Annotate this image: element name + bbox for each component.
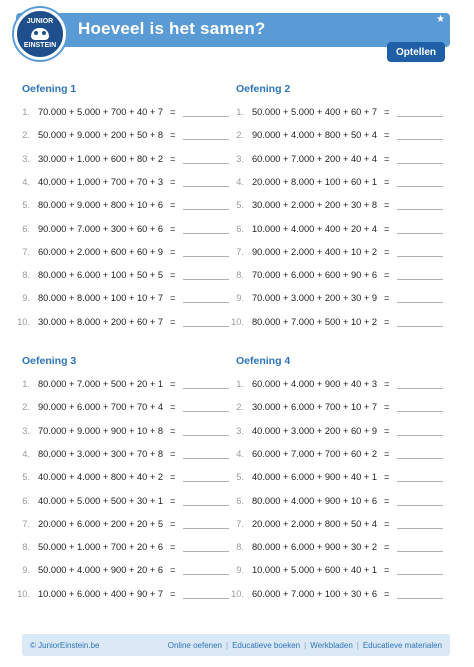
answer-line[interactable] [397,256,443,257]
exercise-expression: 10.000 + 4.000 + 400 + 20 + 4 [252,223,378,234]
logo-text-top: JUNIOR [26,18,54,25]
exercise-number: 1. [22,107,30,117]
answer-line[interactable] [183,435,229,436]
answer-line[interactable] [183,233,229,234]
exercise-row [224,268,436,282]
answer-line[interactable] [183,163,229,164]
equals-sign: = [170,223,176,234]
exercise-expression: 80.000 + 4.000 + 900 + 10 + 6 [252,495,378,506]
equals-sign: = [170,448,176,459]
equals-sign: = [170,518,176,529]
exercise-row [10,128,222,142]
exercise-row [10,494,222,508]
equals-sign: = [170,293,176,304]
topic-tag-optellen[interactable]: Optellen [387,42,445,62]
exercise-expression: 10.000 + 6.000 + 400 + 90 + 7 [38,588,164,599]
exercise-expression: 70.000 + 9.000 + 900 + 10 + 8 [38,425,164,436]
exercise-expression: 30.000 + 2.000 + 200 + 30 + 8 [252,200,378,211]
exercise-expression: 60.000 + 7.000 + 700 + 60 + 2 [252,448,378,459]
exercise-expression: 40.000 + 6.000 + 900 + 40 + 1 [252,472,378,483]
exercise-number: 3. [22,153,30,164]
answer-line[interactable] [397,326,443,327]
answer-line[interactable] [183,551,229,552]
exercise-number: 5. [22,472,30,483]
exercise-number: 10. [17,316,30,327]
exercise-expression: 60.000 + 7.000 + 100 + 30 + 6 [252,588,378,599]
exercise-number: 1. [236,379,244,389]
footer-link[interactable]: Online oefenen [167,640,222,650]
answer-line[interactable] [397,505,443,506]
exercise-expression: 90.000 + 6.000 + 700 + 70 + 4 [38,402,164,413]
equals-sign: = [384,293,390,304]
section-title: Oefening 1 [22,83,77,95]
exercise-number: 4. [236,448,244,459]
exercise-expression: 20.000 + 2.000 + 800 + 50 + 4 [252,518,378,529]
exercise-number: 3. [22,425,30,436]
exercise-row [224,563,436,577]
exercise-row [10,470,222,484]
exercise-number: 1. [22,379,30,389]
answer-line[interactable] [183,279,229,280]
equals-sign: = [170,588,176,599]
exercise-row [224,447,436,461]
exercise-number: 1. [236,107,244,117]
exercise-expression: 60.000 + 7.000 + 200 + 40 + 4 [252,153,378,164]
section-title: Oefening 4 [236,355,291,367]
answer-line[interactable] [183,116,229,117]
exercise-number: 8. [236,270,244,281]
star-icon: ★ [436,14,445,25]
exercise-number: 4. [22,176,30,187]
exercise-expression: 50.000 + 5.000 + 400 + 60 + 7 [252,107,378,117]
exercise-row [10,517,222,531]
equals-sign: = [384,588,390,599]
equals-sign: = [384,316,390,327]
exercise-row [10,198,222,212]
exercise-expression: 10.000 + 5.000 + 600 + 40 + 1 [252,565,378,576]
equals-sign: = [170,495,176,506]
exercise-number: 2. [236,402,244,413]
equals-sign: = [384,246,390,257]
exercise-number: 9. [236,293,244,304]
exercise-row [10,105,222,119]
exercise-expression: 80.000 + 3.000 + 300 + 70 + 8 [38,448,164,459]
exercise-row [224,587,436,601]
answer-line[interactable] [397,279,443,280]
answer-line[interactable] [397,186,443,187]
equals-sign: = [170,542,176,553]
equals-sign: = [384,472,390,483]
exercise-number: 5. [22,200,30,211]
answer-line[interactable] [397,574,443,575]
answer-line[interactable] [397,116,443,117]
exercise-row [10,540,222,554]
exercise-number: 6. [22,495,30,506]
exercise-row [10,447,222,461]
footer-links [168,641,442,650]
equals-sign: = [170,472,176,483]
answer-line[interactable] [397,163,443,164]
exercise-row [224,152,436,166]
exercise-expression: 50.000 + 9.000 + 200 + 50 + 8 [38,130,164,141]
equals-sign: = [384,270,390,281]
exercise-row [224,315,436,329]
answer-line[interactable] [183,388,229,389]
exercise-row [224,222,436,236]
answer-line[interactable] [397,139,443,140]
exercise-row [224,540,436,554]
equals-sign: = [170,130,176,141]
footer-link[interactable]: Educatieve boeken [232,640,301,650]
exercise-row [224,377,436,391]
exercise-row [224,245,436,259]
exercise-row [10,175,222,189]
exercise-row [224,400,436,414]
exercise-number: 9. [22,565,30,576]
footer-separator: | [356,640,359,650]
equals-sign: = [170,565,176,576]
equals-sign: = [384,200,390,211]
exercise-expression: 90.000 + 4.000 + 800 + 50 + 4 [252,130,378,141]
equals-sign: = [384,495,390,506]
equals-sign: = [384,379,390,389]
exercise-expression: 60.000 + 4.000 + 900 + 40 + 3 [252,379,378,389]
answer-line[interactable] [397,435,443,436]
exercise-row [10,291,222,305]
page-title: Hoeveel is het samen? [78,19,266,38]
exercise-number: 6. [236,223,244,234]
exercise-expression: 40.000 + 4.000 + 800 + 40 + 2 [38,472,164,483]
exercise-row [10,268,222,282]
junior-einstein-logo [14,8,66,60]
exercise-number: 5. [236,200,244,211]
exercise-expression: 70.000 + 5.000 + 700 + 40 + 7 [38,107,164,117]
exercise-row [10,400,222,414]
equals-sign: = [384,223,390,234]
exercise-number: 5. [236,472,244,483]
exercise-row [10,563,222,577]
exercise-number: 6. [236,495,244,506]
exercise-number: 2. [236,130,244,141]
answer-line[interactable] [397,209,443,210]
exercise-expression: 40.000 + 5.000 + 500 + 30 + 1 [38,495,164,506]
exercise-expression: 80.000 + 9.000 + 800 + 10 + 6 [38,200,164,211]
equals-sign: = [384,565,390,576]
answer-line[interactable] [183,326,229,327]
exercise-number: 7. [22,518,30,529]
equals-sign: = [384,153,390,164]
exercise-number: 4. [236,176,244,187]
answer-line[interactable] [397,481,443,482]
answer-line[interactable] [183,139,229,140]
equals-sign: = [170,200,176,211]
exercise-row [224,105,436,119]
exercise-row [224,470,436,484]
footer-site-link[interactable]: © JuniorEinstein.be [30,640,100,650]
answer-line[interactable] [397,302,443,303]
answer-line[interactable] [397,233,443,234]
footer-separator: | [226,640,229,650]
exercise-number: 8. [22,270,30,281]
exercise-expression: 80.000 + 7.000 + 500 + 20 + 1 [38,379,164,389]
equals-sign: = [170,402,176,413]
exercise-row [224,175,436,189]
exercise-row [224,128,436,142]
answer-line[interactable] [183,528,229,529]
exercise-expression: 50.000 + 4.000 + 900 + 20 + 6 [38,565,164,576]
exercise-row [10,377,222,391]
equals-sign: = [384,402,390,413]
answer-line[interactable] [397,528,443,529]
answer-line[interactable] [183,458,229,459]
answer-line[interactable] [183,256,229,257]
exercise-number: 7. [236,246,244,257]
exercise-row [224,198,436,212]
exercise-expression: 90.000 + 2.000 + 400 + 10 + 2 [252,246,378,257]
equals-sign: = [384,425,390,436]
answer-line[interactable] [183,186,229,187]
equals-sign: = [170,379,176,389]
exercise-number: 10. [17,588,30,599]
exercise-number: 3. [236,153,244,164]
exercise-row [10,245,222,259]
equals-sign: = [170,246,176,257]
exercise-expression: 20.000 + 8.000 + 100 + 60 + 1 [252,176,378,187]
exercise-number: 2. [22,130,30,141]
answer-line[interactable] [397,551,443,552]
exercise-row [10,315,222,329]
exercise-row [224,494,436,508]
equals-sign: = [384,518,390,529]
exercise-number: 10. [231,588,244,599]
exercise-number: 9. [236,565,244,576]
exercise-expression: 70.000 + 3.000 + 200 + 30 + 9 [252,293,378,304]
footer [22,634,450,656]
footer-link[interactable]: Educatieve materialen [362,640,442,650]
equals-sign: = [170,270,176,281]
exercise-row [224,291,436,305]
equals-sign: = [170,425,176,436]
exercise-number: 4. [22,448,30,459]
exercise-expression: 70.000 + 6.000 + 600 + 90 + 6 [252,270,378,281]
equals-sign: = [170,153,176,164]
answer-line[interactable] [183,598,229,599]
answer-line[interactable] [183,574,229,575]
exercise-expression: 90.000 + 7.000 + 300 + 60 + 6 [38,223,164,234]
equals-sign: = [384,130,390,141]
answer-line[interactable] [183,411,229,412]
exercise-row [10,587,222,601]
exercise-expression: 40.000 + 1.000 + 700 + 70 + 3 [38,176,164,187]
exercise-expression: 30.000 + 6.000 + 700 + 10 + 7 [252,402,378,413]
exercise-expression: 50.000 + 1.000 + 700 + 20 + 6 [38,542,164,553]
answer-line[interactable] [397,598,443,599]
footer-separator: | [304,640,307,650]
logo-text-bottom: EINSTEIN [23,42,57,49]
exercise-expression: 60.000 + 2.000 + 600 + 60 + 9 [38,246,164,257]
answer-line[interactable] [183,302,229,303]
answer-line[interactable] [397,458,443,459]
exercise-expression: 80.000 + 8.000 + 100 + 10 + 7 [38,293,164,304]
exercise-expression: 80.000 + 7.000 + 500 + 10 + 2 [252,316,378,327]
section-title: Oefening 2 [236,83,291,95]
exercise-expression: 20.000 + 6.000 + 200 + 20 + 5 [38,518,164,529]
equals-sign: = [384,542,390,553]
exercise-row [10,424,222,438]
answer-line[interactable] [397,411,443,412]
equals-sign: = [170,107,176,117]
answer-line[interactable] [397,388,443,389]
exercise-number: 8. [236,542,244,553]
einstein-face-icon [31,28,49,40]
exercise-number: 7. [22,246,30,257]
equals-sign: = [384,107,390,117]
exercise-expression: 80.000 + 6.000 + 900 + 30 + 2 [252,542,378,553]
answer-line[interactable] [183,209,229,210]
answer-line[interactable] [183,481,229,482]
exercise-number: 6. [22,223,30,234]
exercise-expression: 30.000 + 1.000 + 600 + 80 + 2 [38,153,164,164]
section-title: Oefening 3 [22,355,77,367]
equals-sign: = [384,448,390,459]
exercise-row [224,517,436,531]
equals-sign: = [170,176,176,187]
exercise-expression: 80.000 + 6.000 + 100 + 50 + 5 [38,270,164,281]
exercise-expression: 30.000 + 8.000 + 200 + 60 + 7 [38,316,164,327]
exercise-number: 10. [231,316,244,327]
answer-line[interactable] [183,505,229,506]
exercise-number: 7. [236,518,244,529]
exercise-expression: 40.000 + 3.000 + 200 + 60 + 9 [252,425,378,436]
exercise-row [224,424,436,438]
equals-sign: = [384,176,390,187]
exercise-number: 8. [22,542,30,553]
exercise-number: 9. [22,293,30,304]
exercise-number: 3. [236,425,244,436]
exercise-number: 2. [22,402,30,413]
footer-link[interactable]: Werkbladen [310,640,353,650]
exercise-row [10,222,222,236]
equals-sign: = [170,316,176,327]
exercise-row [10,152,222,166]
